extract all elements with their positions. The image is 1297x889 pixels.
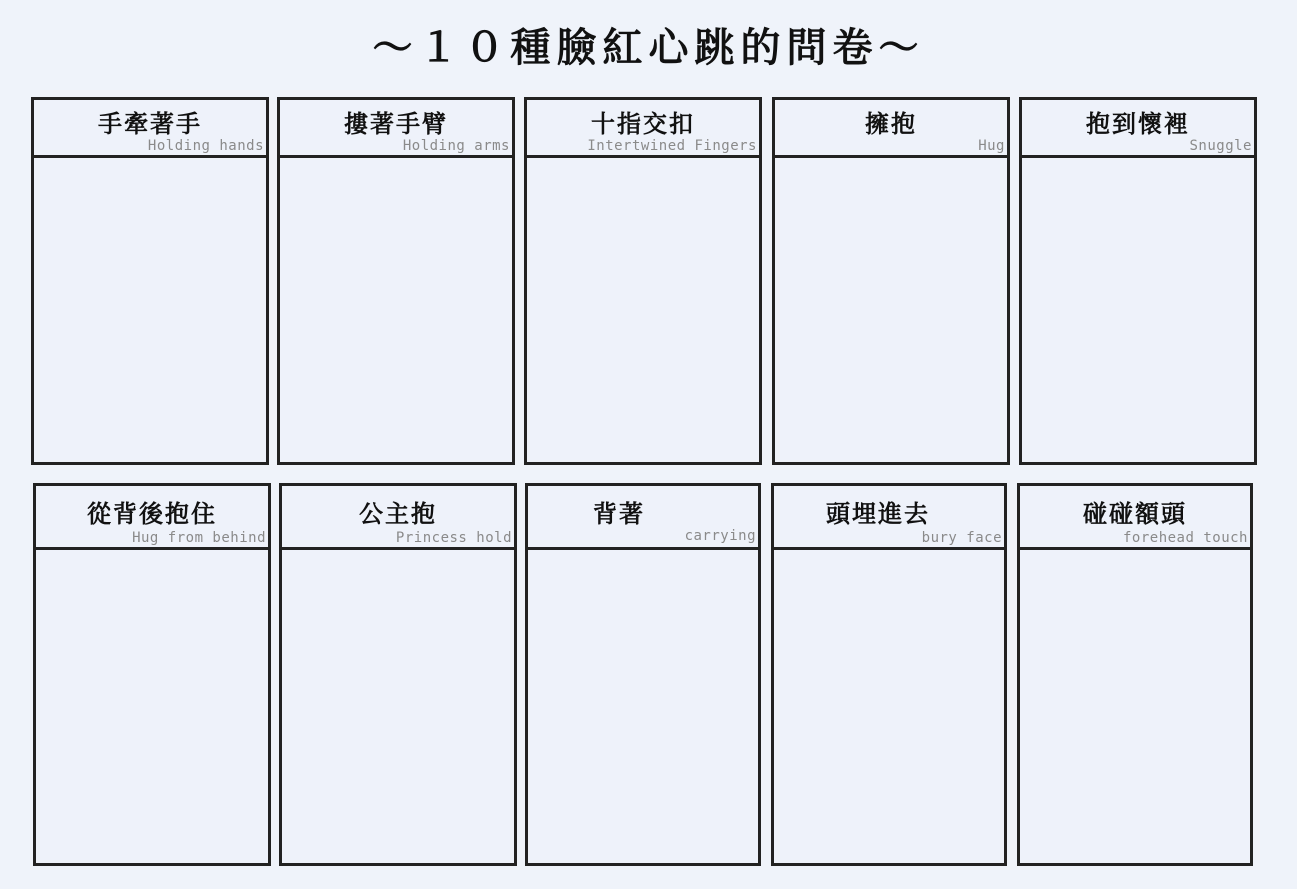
panel-subtitle: Holding hands	[147, 138, 264, 154]
panel-header	[528, 486, 758, 550]
panel-header	[774, 486, 1004, 550]
panel-subtitle: Snuggle	[1189, 138, 1252, 154]
panel-title: 擁抱	[865, 110, 917, 138]
panel-bury-face	[771, 483, 1007, 866]
panel-header	[282, 486, 514, 550]
panel-title: 碰碰額頭	[1083, 500, 1187, 528]
panel-header	[280, 100, 512, 158]
panel-drawing-area[interactable]	[282, 550, 514, 863]
panel-drawing-area[interactable]	[34, 158, 266, 462]
panel-title: 手牽著手	[98, 110, 202, 138]
panel-drawing-area[interactable]	[280, 158, 512, 462]
panel-header	[36, 486, 268, 550]
panel-subtitle: bury face	[921, 530, 1002, 546]
panel-title: 摟著手臂	[344, 110, 448, 138]
panel-drawing-area[interactable]	[36, 550, 268, 863]
panel-princess-hold	[279, 483, 517, 866]
panel-forehead-touch	[1017, 483, 1253, 866]
page-title: ～１０種臉紅心跳的問卷～	[372, 25, 925, 71]
panel-subtitle: Intertwined Fingers	[587, 138, 757, 154]
panel-drawing-area[interactable]	[1022, 158, 1254, 462]
panel-header	[1020, 486, 1250, 550]
panel-subtitle: Holding arms	[402, 138, 510, 154]
panel-title: 從背後抱住	[87, 500, 217, 528]
panel-header	[775, 100, 1007, 158]
panel-title: 背著	[593, 500, 645, 528]
panel-header	[1022, 100, 1254, 158]
panel-drawing-area[interactable]	[528, 550, 758, 863]
panel-subtitle: forehead touch	[1122, 530, 1248, 546]
panel-snuggle	[1019, 97, 1257, 465]
panel-holding-hands	[31, 97, 269, 465]
panel-header	[527, 100, 759, 158]
panel-drawing-area[interactable]	[775, 158, 1007, 462]
panel-title: 抱到懷裡	[1086, 110, 1190, 138]
panel-subtitle: carrying	[684, 528, 756, 544]
panel-holding-arms	[277, 97, 515, 465]
panel-carrying	[525, 483, 761, 866]
panel-title: 頭埋進去	[826, 500, 930, 528]
panel-intertwined-fingers	[524, 97, 762, 465]
panel-subtitle: Princess hold	[395, 530, 512, 546]
panel-drawing-area[interactable]	[774, 550, 1004, 863]
panel-title: 公主抱	[359, 500, 437, 528]
panel-header	[34, 100, 266, 158]
panel-subtitle: Hug from behind	[132, 530, 266, 546]
panel-drawing-area[interactable]	[527, 158, 759, 462]
panel-subtitle: Hug	[978, 138, 1005, 154]
panel-drawing-area[interactable]	[1020, 550, 1250, 863]
panel-title: 十指交扣	[591, 110, 695, 138]
panel-hug-from-behind	[33, 483, 271, 866]
panel-hug	[772, 97, 1010, 465]
